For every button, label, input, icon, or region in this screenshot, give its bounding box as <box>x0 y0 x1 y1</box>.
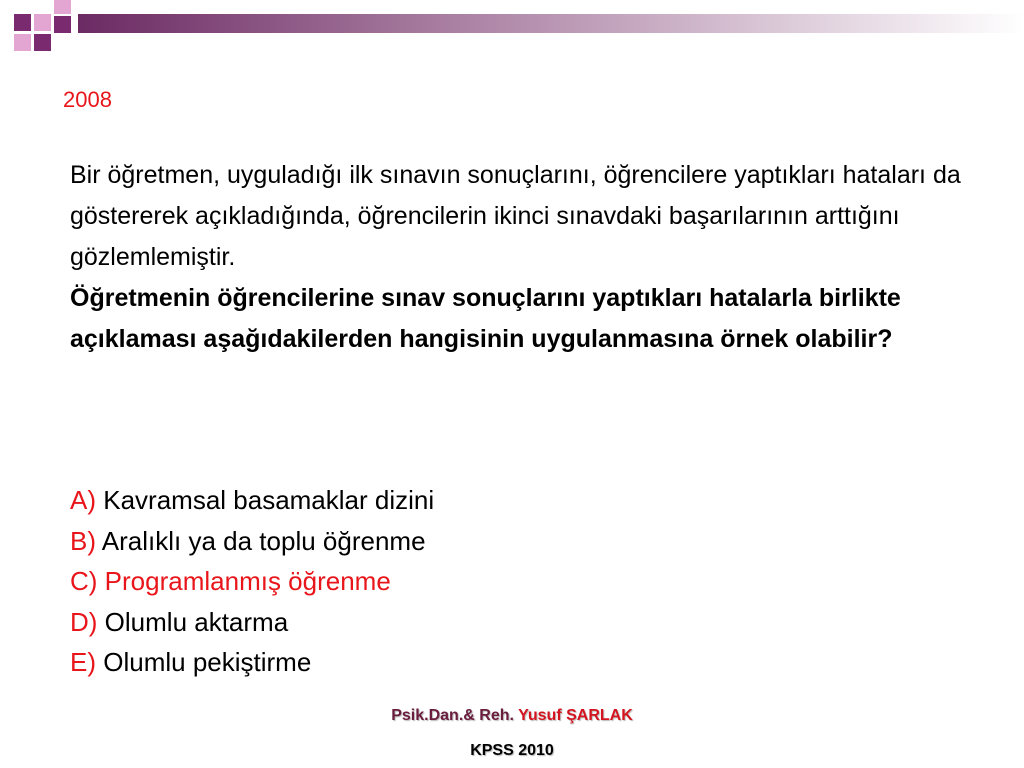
header-decoration <box>0 0 1024 60</box>
option-text: Kavramsal basamaklar dizini <box>103 485 435 515</box>
option-letter: E) <box>70 647 96 677</box>
option-letter: D) <box>70 606 98 637</box>
option-b <box>70 521 770 562</box>
decor-square <box>54 16 71 33</box>
decor-square <box>14 14 31 31</box>
option-e <box>70 642 770 683</box>
option-letter: B) <box>70 525 96 556</box>
decor-square <box>34 34 51 51</box>
option-text: Programlanmış öğrenme <box>104 566 391 596</box>
decor-square <box>14 34 31 51</box>
answer-options <box>70 480 770 683</box>
gradient-bar <box>78 14 1024 33</box>
option-text: Olumlu pekiştirme <box>103 647 312 677</box>
option-text: Aralıklı ya da toplu öğrenme <box>101 525 426 556</box>
footer-exam: KPSS 2010 <box>470 742 554 759</box>
option-letter: C) <box>70 566 98 596</box>
option-a <box>70 480 770 521</box>
footer-author-name: Yusuf ŞARLAK <box>518 707 633 724</box>
option-c <box>70 561 770 602</box>
decor-square <box>54 0 71 14</box>
question-prompt: Öğretmenin öğrencilerine sınav sonuçlarını yaptıkları hatalarla birlikte açıklaması aşağıdakilerden hangisinin uygulanmasına örnek olabilir? <box>70 284 901 353</box>
option-text: Olumlu aktarma <box>104 606 289 637</box>
option-letter: A) <box>70 485 96 515</box>
footer-author <box>0 707 1024 725</box>
option-d <box>70 602 770 643</box>
decor-square <box>34 14 51 31</box>
year-label: 2008 <box>63 87 112 112</box>
question-context: Bir öğretmen, uyguladığı ilk sınavın sonuçlarını, öğrencilere yaptıkları hataları da göstererek açıkladığında, öğrencilerin ikinci sınavdaki başarılarının arttığını gözlemlemiştir. <box>70 161 961 271</box>
footer-department: Psik.Dan.& Reh. <box>391 707 514 724</box>
question-block <box>70 155 970 360</box>
